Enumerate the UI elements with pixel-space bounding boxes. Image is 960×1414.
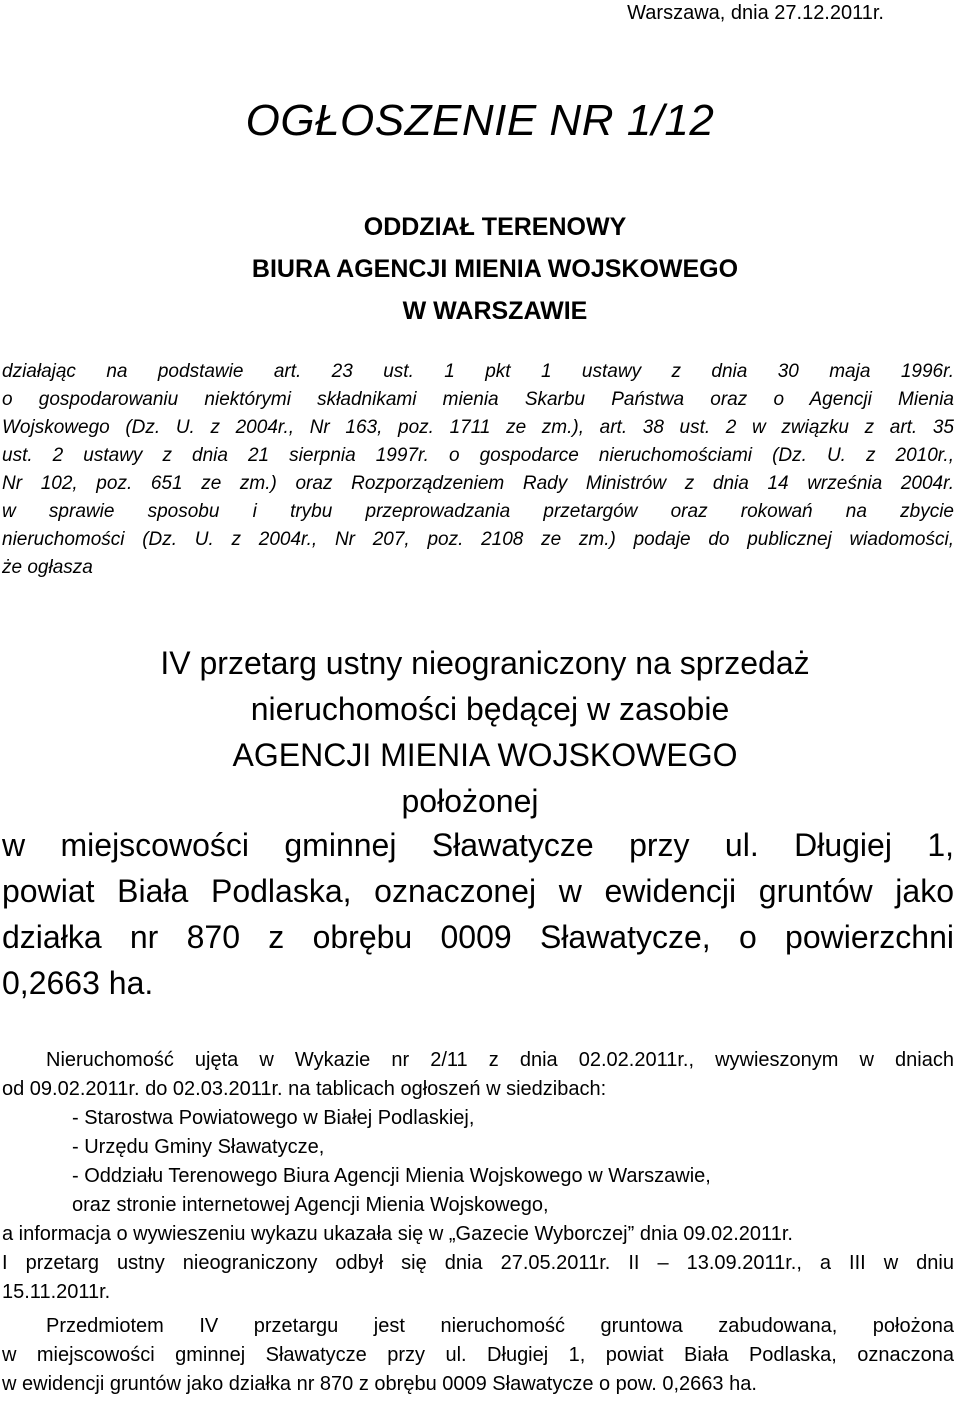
- tender-property-description: [2, 822, 954, 1006]
- tender-body-line: działka nr 870 z obrębu 0009 Sławatycze, o powierzchni: [2, 919, 954, 955]
- legal-line: w sprawie sposobu i trybu przeprowadzania przetargów oraz rokowań na zbycie: [2, 501, 954, 522]
- page-title: OGŁOSZENIE NR 1/12: [245, 96, 715, 145]
- tender-body-line: powiat Biała Podlaska, oznaczonej w ewidencji gruntów jako: [2, 873, 954, 909]
- organization-line-3: W WARSZAWIE: [402, 297, 588, 325]
- details-section: [2, 1046, 954, 1399]
- list-item: - Urzędu Gminy Sławatycze,: [72, 1136, 325, 1158]
- organization-block: [0, 206, 960, 332]
- details-paragraph-3-line-1: I przetarg ustny nieograniczony odbył się dnia 27.05.2011r. II – 13.09.2011r., a III w dniu: [2, 1252, 954, 1274]
- date-line: Warszawa, dnia 27.12.2011r.: [627, 2, 884, 24]
- tender-heading-line-4: położonej: [401, 783, 539, 819]
- list-item: - Starostwa Powiatowego w Białej Podlaskiej,: [72, 1107, 475, 1129]
- tender-body-line: w miejscowości gminnej Sławatycze przy ul. Długiej 1,: [2, 827, 954, 863]
- list-item: oraz stronie internetowej Agencji Mienia Wojskowego,: [72, 1194, 549, 1216]
- legal-line: o gospodarowaniu niektórymi składnikami mienia Skarbu Państwa oraz o Agencji Mienia: [2, 389, 954, 410]
- legal-basis: [2, 358, 954, 582]
- organization-line-1: ODDZIAŁ TERENOWY: [363, 213, 627, 241]
- tender-heading: [0, 640, 960, 824]
- tender-heading-line-2: nieruchomości będącej w zasobie: [250, 691, 730, 727]
- legal-line: Nr 102, poz. 651 ze zm.) oraz Rozporządzeniem Rady Ministrów z dnia 14 września 2004r.: [2, 473, 954, 494]
- tender-body-line: 0,2663 ha.: [2, 965, 154, 1001]
- tender-heading-line-1: IV przetarg ustny nieograniczony na sprzedaż: [160, 645, 810, 681]
- details-paragraph-4-line-3: w ewidencji gruntów jako działka nr 870 z obrębu 0009 Sławatycze o pow. 0,2663 ha.: [2, 1373, 757, 1395]
- legal-line: że ogłasza: [2, 557, 93, 578]
- legal-line: działając na podstawie art. 23 ust. 1 pkt 1 ustawy z dnia 30 maja 1996r.: [2, 361, 954, 382]
- organization-line-2: BIURA AGENCJI MIENIA WOJSKOWEGO: [251, 255, 739, 283]
- tender-heading-line-3: AGENCJI MIENIA WOJSKOWEGO: [232, 737, 738, 773]
- details-paragraph-4-line-1: Przedmiotem IV przetargu jest nieruchomość gruntowa zabudowana, położona: [46, 1315, 954, 1337]
- legal-line: Wojskowego (Dz. U. z 2004r., Nr 163, poz. 1711 ze zm.), art. 38 ust. 2 w związku z art. 35: [2, 417, 954, 438]
- details-paragraph-4-line-2: w miejscowości gminnej Sławatycze przy ul. Długiej 1, powiat Biała Podlaska, oznaczona: [2, 1344, 954, 1366]
- details-paragraph-1-line-2: od 09.02.2011r. do 02.03.2011r. na tablicach ogłoszeń w siedzibach:: [2, 1078, 607, 1100]
- details-paragraph-3-line-2: 15.11.2011r.: [2, 1281, 111, 1303]
- details-paragraph-1-line-1: Nieruchomość ujęta w Wykazie nr 2/11 z dnia 02.02.2011r., wywieszonym w dniach: [46, 1049, 954, 1071]
- details-paragraph-2: a informacja o wywieszeniu wykazu ukazała się w „Gazecie Wyborczej” dnia 09.02.2011r.: [2, 1223, 793, 1245]
- legal-line: ust. 2 ustawy z dnia 21 sierpnia 1997r. o gospodarce nieruchomościami (Dz. U. z 2010r.,: [2, 445, 954, 466]
- legal-line: nieruchomości (Dz. U. z 2004r., Nr 207, poz. 2108 ze zm.) podaje do publicznej wiadomości,: [2, 529, 954, 550]
- list-item: - Oddziału Terenowego Biura Agencji Mienia Wojskowego w Warszawie,: [72, 1165, 711, 1187]
